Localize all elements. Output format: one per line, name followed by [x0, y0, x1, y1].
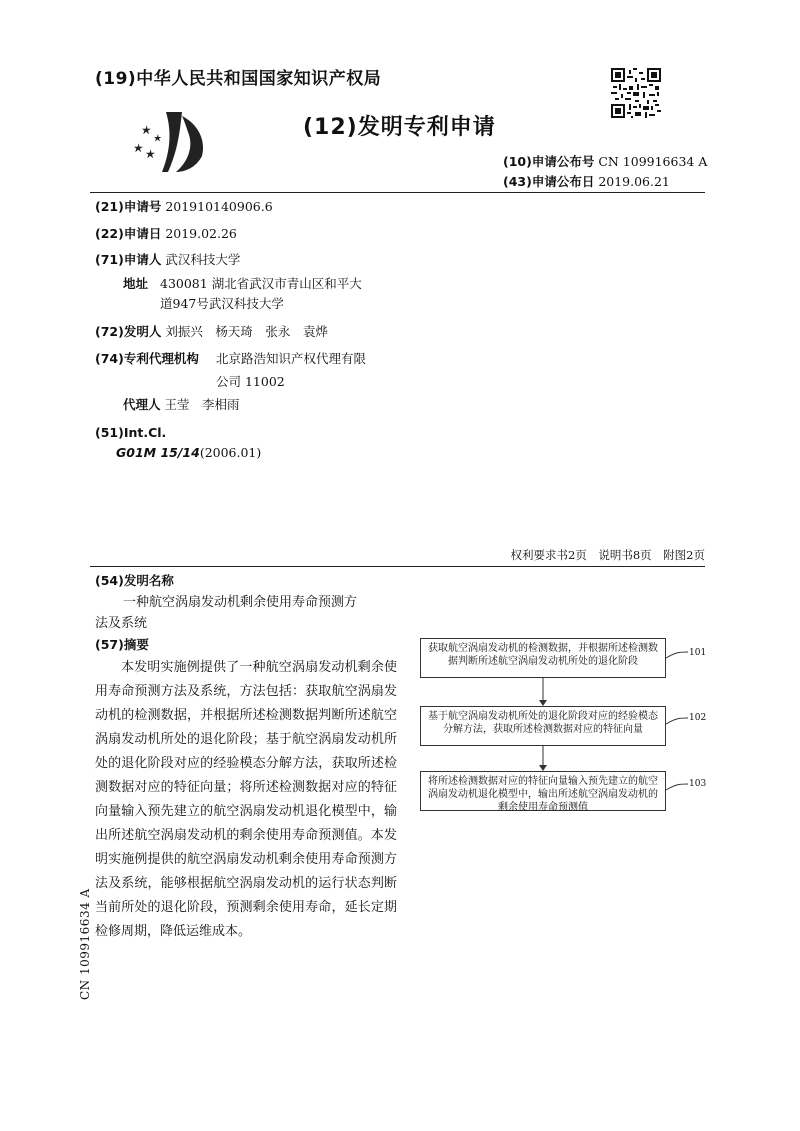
document-type-title: (12)发明专利申请 — [303, 115, 496, 140]
cnipa-logo-icon — [132, 110, 208, 176]
applicant-label: (71)申请人 — [95, 252, 162, 267]
agency-label: (74)专利代理机构 — [95, 351, 199, 366]
inventors-label: (72)发明人 — [95, 324, 162, 339]
agents: 王莹 李相雨 — [164, 397, 240, 412]
page-count-info: 权利要求书2页 说明书8页 附图2页 — [510, 548, 705, 562]
publication-number-label: (10)申请公布号 — [503, 154, 595, 169]
agents-label: 代理人 — [123, 397, 161, 412]
application-number-row — [95, 197, 273, 217]
inventors: 刘振兴 杨天琦 张永 袁烨 — [165, 324, 328, 339]
abstract-divider — [90, 566, 705, 567]
flow-step-103: 将所述检测数据对应的特征向量输入预先建立的航空涡扇发动机退化模型中，输出所述航空涡扇发动机的剩余使用寿命预测值 — [420, 771, 666, 811]
publication-number-row — [503, 152, 707, 170]
abstract-text: 本发明实施例提供了一种航空涡扇发动机剩余使用寿命预测方法及系统，方法包括：获取航空涡扇发动机的检测数据，并根据所述检测数据判断所述航空涡扇发动机所处的退化阶段；基于航空涡扇发动机所处的退化阶段对应的经验模态分解方法，获取所述检测数据对应的特征向量；将所述检测数据对应的特征向量输入预先建立的航空涡扇发动机退化模型中，输出所述航空涡扇发动机的剩余使用寿命预测值。本发明实施例提供的航空涡扇发动机剩余使用寿命预测方法及系统，能够根据航空涡扇发动机的运行状态判断当前所处的退化阶段，预测剩余使用寿命，延长定期检修周期，降低运维成本。 — [95, 660, 397, 939]
intcl-label: (51)Int.Cl. — [95, 425, 167, 440]
flow-step-101: 获取航空涡扇发动机的检测数据，并根据所述检测数据判断所述航空涡扇发动机所处的退化阶段 — [420, 638, 666, 678]
publication-date-label: (43)申请公布日 — [503, 174, 595, 189]
application-date: 2019.02.26 — [165, 226, 237, 241]
agency-line-2: 公司 11002 — [216, 374, 285, 389]
application-number: 201910140906.6 — [165, 199, 273, 214]
inventors-row — [95, 322, 328, 342]
qr-code-icon — [611, 68, 661, 118]
abstract-label: (57)摘要 — [95, 637, 149, 652]
invention-title-line-1: 一种航空涡扇发动机剩余使用寿命预测方 — [123, 595, 358, 610]
application-number-label: (21)申请号 — [95, 199, 162, 214]
flow-step-102: 基于航空涡扇发动机所处的退化阶段对应的经验模态分解方法，获取所述检测数据对应的特征向量 — [420, 706, 666, 746]
flow-label-103: 103 — [689, 779, 707, 789]
publication-date-row — [503, 172, 670, 190]
flow-label-101: 101 — [689, 648, 707, 658]
address-line-2: 道947号武汉科技大学 — [160, 296, 284, 311]
applicant: 武汉科技大学 — [165, 252, 241, 267]
agents-row — [123, 395, 240, 415]
application-date-label: (22)申请日 — [95, 226, 162, 241]
application-date-row — [95, 224, 237, 244]
publication-number: CN 109916634 A — [598, 154, 708, 169]
publication-date: 2019.06.21 — [598, 174, 670, 189]
header-divider — [90, 192, 705, 193]
address-line-1: 430081 湖北省武汉市青山区和平大 — [160, 276, 362, 291]
intcl-year: (2006.01) — [199, 445, 262, 460]
flow-label-102: 102 — [689, 713, 707, 723]
invention-title-line-2: 法及系统 — [95, 616, 148, 631]
applicant-row — [95, 250, 240, 270]
agency-line-1: 北京路浩知识产权代理有限 — [216, 351, 367, 366]
invention-title-label: (54)发明名称 — [95, 573, 174, 588]
intcl-code: G01M 15/14 — [116, 445, 200, 460]
intcl-row — [116, 443, 261, 463]
authority-title: (19)中华人民共和国国家知识产权局 — [95, 69, 382, 89]
flowchart-connectors — [400, 630, 720, 820]
side-publication-number: CN 109916634 A — [78, 888, 92, 1000]
address-label: 地址 — [123, 276, 149, 291]
